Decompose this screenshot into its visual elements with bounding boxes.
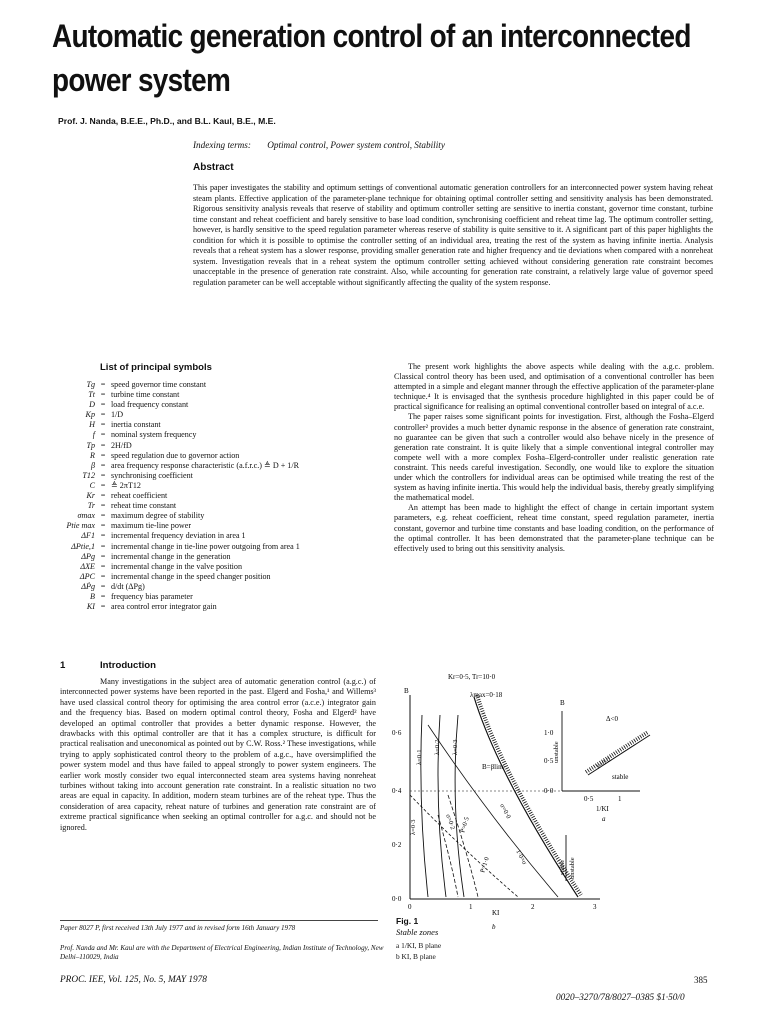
x-tick-label: 0 xyxy=(408,903,412,911)
symbol: f xyxy=(92,430,95,440)
equals-sign: = xyxy=(100,561,106,571)
curve-label: λ=0·1 xyxy=(416,749,423,765)
subfig-a-y-tick: 0·0 xyxy=(544,787,554,795)
subfig-a-letter: a xyxy=(602,815,606,823)
symbol-description: nominal system frequency xyxy=(111,430,197,440)
section-title: Introduction xyxy=(100,660,156,671)
symbol-description: speed regulation due to governor action xyxy=(111,450,240,460)
paragraph: An attempt has been made to highlight the effect of change in certain important system parameters, e.g. reheat coefficient, reheat time constant, speed regulation parameter, inertia constant, governor and turbine time constants and base loading condition, on the performance of the optimal controller. It has been demonstrated that the parameter-plane technique can be effectively used to bring out this sensitivity analysis. xyxy=(394,503,714,553)
symbol-row xyxy=(20,380,300,390)
x-tick-label: 1 xyxy=(469,903,473,911)
equals-sign: = xyxy=(100,460,106,470)
curve-label: λ=0·3 xyxy=(452,739,459,755)
indexing-label: Indexing terms: xyxy=(193,140,251,150)
figure-number: Fig. 1 xyxy=(396,916,419,926)
subfig-a-y-tick: 1·0 xyxy=(544,729,554,737)
symbol-row xyxy=(20,400,300,410)
equals-sign: = xyxy=(100,380,106,389)
symbol: Kp xyxy=(85,410,95,420)
caption-a: a 1/KI, B plane xyxy=(396,941,442,950)
paragraph: The paper raises some significant points for investigation. First, although the Fosha–Elgerd controller² provides a much better dynamic response in the absence of generation rate constraint, no guarantee can be given that such a controller would also behave nicely in the presence of generation rate constraint. It is quite likely that a simple conventional integral controller may compete well with a more complex Fosha–Elgerd-controller under realistic generation rate constraint. This needs careful investigation. Secondly, one would like to explore the situation under which the controllers for individual areas can be optimised while treating the rest of the system as having infinite inertia. This would help the individual basis, thereby greatly simplifying the mathematical model. xyxy=(394,412,714,503)
equals-sign: = xyxy=(100,430,106,440)
symbol: Tr xyxy=(87,501,95,511)
symbol-description: d/dt (ΔPg) xyxy=(111,581,145,591)
symbol-description: load frequency constant xyxy=(111,400,189,410)
equals-sign: = xyxy=(100,501,106,511)
equals-sign: = xyxy=(100,602,106,612)
symbol-description: maximum degree of stability xyxy=(111,511,205,521)
symbol-description: speed governor time constant xyxy=(111,380,207,389)
authors: Prof. J. Nanda, B.E.E., Ph.D., and B.L. Kaul, B.E., M.E. xyxy=(58,116,276,126)
symbols-heading: List of principal symbols xyxy=(100,362,212,373)
curve-label: σ=0·2 xyxy=(444,813,457,831)
curve-label: 1·0=σ xyxy=(514,848,528,866)
footnote-received: Paper 8027 P, first received 13th July 1977 and in revised form 16th January 1978 xyxy=(60,924,296,932)
unstable-label: unstable xyxy=(553,741,560,763)
symbol-row xyxy=(20,471,300,481)
symbol-row xyxy=(20,390,300,400)
indexing-terms xyxy=(193,140,445,150)
curve-label: σ=0·0 xyxy=(498,802,512,820)
symbol-row xyxy=(20,441,300,451)
symbol: ΔF1 xyxy=(81,531,95,541)
symbol: R xyxy=(90,450,95,460)
subfig-a-x-tick: 1 xyxy=(618,795,622,803)
symbol-description: turbine time constant xyxy=(111,390,180,400)
symbol-row xyxy=(20,521,300,531)
symbol-description: incremental change in tie-line power outgoing from area 1 xyxy=(111,541,300,551)
symbol: Tp xyxy=(86,440,95,450)
symbol-row xyxy=(20,582,300,592)
symbol: ΔPC xyxy=(79,571,95,581)
symbol: H xyxy=(89,420,95,430)
subfig-a-x-label: 1/KI xyxy=(596,805,609,813)
p-curve xyxy=(448,795,478,897)
curve-label: λ=0·2 xyxy=(434,739,441,755)
symbol: B xyxy=(90,591,95,601)
figure-caption xyxy=(396,916,441,962)
lambda-zero-label: λ=0·0 xyxy=(595,756,613,771)
curve-label: P=0·5 xyxy=(459,816,471,834)
subfig-a-x-tick: 0·5 xyxy=(584,795,594,803)
intro-heading xyxy=(60,660,156,671)
footnote-affiliation: Prof. Nanda and Mr. Kaul are with the Department of Electrical Engineering, Indian Institute of Technology, New Delhi–110029, India xyxy=(60,944,384,961)
symbol-row xyxy=(20,410,300,420)
symbol: T12 xyxy=(82,470,95,480)
symbol-row xyxy=(20,501,300,511)
equals-sign: = xyxy=(100,400,106,410)
equals-sign: = xyxy=(100,531,106,541)
symbol-description: frequency bias parameter xyxy=(111,591,193,601)
symbol-description: reheat time constant xyxy=(111,501,177,511)
symbol-description: incremental change in the valve position xyxy=(111,561,243,571)
section-number: 1 xyxy=(60,660,66,671)
symbol-row xyxy=(20,451,300,461)
symbol-description: incremental frequency deviation in area 1 xyxy=(111,531,246,541)
symbol: β xyxy=(90,460,95,470)
symbol-row xyxy=(20,552,300,562)
abstract-heading: Abstract xyxy=(193,162,234,173)
equals-sign: = xyxy=(100,551,106,561)
figure-top-label: Kr=0·5, Tr=10·0 xyxy=(448,673,496,681)
y-tick-label: 0·2 xyxy=(392,841,402,849)
x-axis-label: KI xyxy=(492,909,500,917)
symbol: Tg xyxy=(86,380,95,389)
equals-sign: = xyxy=(100,591,106,601)
symbol: Kr xyxy=(86,491,95,501)
footnote-rule xyxy=(60,920,378,921)
x-tick-label: 2 xyxy=(531,903,535,911)
y-tick-label: 0·4 xyxy=(392,787,402,795)
page-number: 385 xyxy=(694,975,708,985)
equals-sign: = xyxy=(100,541,106,551)
subfigure-b-label: b xyxy=(492,923,496,931)
stable-label: stable xyxy=(612,773,629,781)
equals-sign: = xyxy=(100,571,106,581)
symbol: KI xyxy=(86,602,95,612)
symbol-row xyxy=(20,592,300,602)
curve-label: λ=0·3 xyxy=(410,819,417,835)
figure-title: Stable zones xyxy=(396,926,439,937)
symbol: Ptie max xyxy=(66,521,95,531)
symbol-description: synchronising coefficient xyxy=(111,470,193,480)
paragraph: The present work highlights the above aspects while dealing with the a.g.c. problem. Classical control theory has been used, and optimisation of a conventional controller has been attempted in a simple and elegant manner through the effective application of the parameter-plane technique.⁴ It is envisaged that the synthesis procedure highlighted in this paper could be of practical significance for realising an optimal conventional controller based on integral of a.c.e. xyxy=(394,362,714,412)
journal-reference: PROC. IEE, Vol. 125, No. 5, MAY 1978 xyxy=(60,975,207,985)
unstable-label-rot: unstable xyxy=(569,857,576,879)
right-column xyxy=(394,362,714,554)
equals-sign: = xyxy=(100,480,106,490)
indexing-values: Optimal control, Power system control, Stability xyxy=(267,140,445,150)
sigma-curve xyxy=(428,725,558,897)
symbol: ΔPtie,1 xyxy=(71,541,95,551)
subfig-a-y-tick: 0·5 xyxy=(544,757,554,765)
symbol-description: ≜ 2πT12 xyxy=(111,480,141,490)
equals-sign: = xyxy=(100,420,106,430)
symbol-row xyxy=(20,491,300,501)
b-line-label: B=βline xyxy=(482,763,505,771)
subfig-a-b-label: B xyxy=(560,699,565,707)
symbol-row xyxy=(20,542,300,552)
equals-sign: = xyxy=(100,440,106,450)
symbol-row xyxy=(20,562,300,572)
symbols-list xyxy=(20,380,300,612)
symbol-row xyxy=(20,602,300,612)
symbol: ΔXE xyxy=(80,561,95,571)
equals-sign: = xyxy=(100,511,106,521)
figure-1 xyxy=(388,665,724,931)
x-tick-label: 3 xyxy=(593,903,597,911)
equals-sign: = xyxy=(100,470,106,480)
equals-sign: = xyxy=(100,450,106,460)
article-code: 0020–3270/78/8027–0385 $1·50/0 xyxy=(556,993,685,1003)
symbol-description: 1/D xyxy=(111,410,124,420)
equals-sign: = xyxy=(100,390,106,400)
symbol: ΔPg xyxy=(81,551,95,561)
symbol-row xyxy=(20,511,300,521)
symbol-description: inertia constant xyxy=(111,420,161,430)
symbol: Tt xyxy=(88,390,95,400)
symbol: σmax xyxy=(77,511,95,521)
equals-sign: = xyxy=(100,581,106,591)
symbol-row xyxy=(20,420,300,430)
y-axis-label: B xyxy=(404,687,409,695)
symbol-description: area control error integrator gain xyxy=(111,602,217,612)
delta-label: Δ<0 xyxy=(606,715,618,723)
symbol-description: maximum tie-line power xyxy=(111,521,192,531)
equals-sign: = xyxy=(100,410,106,420)
lambda-max-label: λmax=0·18 xyxy=(470,691,503,699)
y-tick-label: 0·6 xyxy=(392,729,402,737)
equals-sign: = xyxy=(100,521,106,531)
curve-label: P=1·0 xyxy=(479,856,491,874)
symbol-row xyxy=(20,531,300,541)
lambda-curve xyxy=(421,715,428,897)
symbol-row xyxy=(20,481,300,491)
symbol-description: area frequency response characteristic (a.f.r.c.) ≜ D + 1/R xyxy=(111,460,299,470)
symbol: C xyxy=(89,480,95,490)
symbol-row xyxy=(20,572,300,582)
symbol: ΔṖg xyxy=(81,581,95,591)
equals-sign: = xyxy=(100,491,106,501)
symbol-description: reheat coefficient xyxy=(111,491,168,501)
symbol-row xyxy=(20,461,300,471)
page-title: Automatic generation control of an interconnected power system xyxy=(52,18,691,98)
symbol-row xyxy=(20,430,300,440)
stable-label-rot: stable xyxy=(559,859,566,875)
symbol-description: incremental change in the generation xyxy=(111,551,231,561)
intro-text: Many investigations in the subject area of automatic generation control (a.g.c.) of interconnected power systems have been reported in the past. Elgerd and Fosha,¹ and Willems³ have used classical control theory for optimising the area control error (a.c.e.) integrator gain and the frequency bias. Based on modern optimal control theory, Fosha and Elgerd² have developed an optimal controller that provides a better dynamic response. However, the drawbacks with this optimal controller are that it has a complex structure, is difficult for practical realisation and uneconomical as pointed out by C.W. Ross.² These investigations, while trying to apply sophisticated control theory to the problem of a.g.c., have oversimplified the power system model and thus have failed to appeal strongly to power system engineers. The earlier work mostly consider two equal interconnected steam area systems having nonreheat turbines without taking into account generation rate constraint. In a realistic situation no two areas are equal in capacity. In addition, modern steam turbines are of the reheat type. Thus the consideration of area capacity, reheat nature of turbines and generation rate constraint are of extreme practical significance when seeking an optimal controller for a.g.c. and should not be ignored. xyxy=(60,677,376,832)
symbol: D xyxy=(89,400,95,410)
symbol-description: 2H/fD xyxy=(111,440,132,450)
abstract-text: This paper investigates the stability and optimum settings of conventional automatic generation controllers for an interconnected power system having reheat steam plants. Effective application of the parameter-plane technique for obtaining optimal controller setting and sensitivity analysis has been demonstrated. Rigorous sensitivity analysis reveals that reserve of stability and optimum controller setting are sensitive to inertia constant, governor time constant, turbine time constant and reheat coefficient and barely sensitive to base load condition, synchronising coefficient and reheat time lag. The optimum controller setting, however, is hardly sensitive to the speed regulation parameter whereas reserve of stability is quite sensitive to it. A significant part of this paper highlights the condition for which it is possible to optimise the controller setting of an individual area, treating the rest of the system as having infinite inertia. Analysis reveals that a reheat system has a slower response, providing smaller generation rate and higher frequency and tie deviations when compared with a nonreheat system. Investigation reveals that in a reheat system the optimum controller setting achieved without considering generation rate constraint becomes unacceptable in the presence of generation rate constraint. Also, while accounting for generation rate constraint, a relatively large value of governor speed regulation parameter can be well acceptable without significantly affecting the quality of the system response. xyxy=(193,183,713,287)
caption-b: b KI, B plane xyxy=(396,951,436,961)
y-tick-label: 0·0 xyxy=(392,895,402,903)
symbol-description: incremental change in the speed changer position xyxy=(111,571,271,581)
